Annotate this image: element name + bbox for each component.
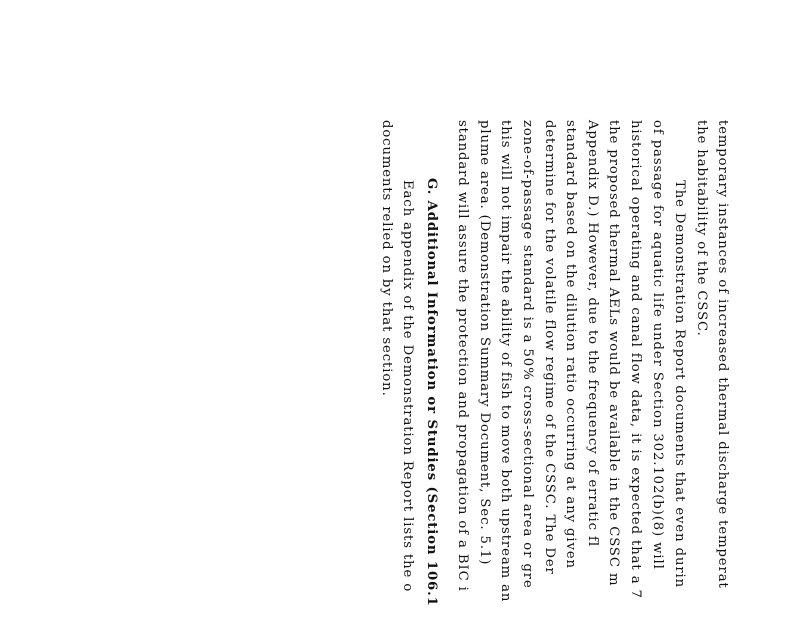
text-line: The Demonstration Report documents that even durin	[672, 180, 687, 589]
text-line: temporary instances of increased thermal discharge temperat	[715, 120, 730, 589]
text-line: of passage for aquatic life under Section 302.102(b)(8) will	[650, 120, 665, 570]
text-line: Each appendix of the Demonstration Report lists the o	[400, 180, 415, 593]
text-line: standard will assure the protection and propagation of a BIC i	[455, 120, 470, 592]
text-line: determine for the volatile flow regime of the CSSC. The Der	[542, 120, 557, 575]
text-line: Appendix D.) However, due to the frequency of erratic fl	[585, 120, 600, 547]
text-line: this will not impair the ability of fish to move both upstream an	[498, 120, 513, 603]
text-line: plume area. (Demonstration Summary Document, Sec. 5.1)	[477, 120, 492, 566]
text-line: the proposed thermal AELs would be available in the CSSC m	[606, 120, 621, 587]
text-line: standard based on the dilution ratio occurring at any given	[563, 120, 578, 569]
text-line: the habitability of the CSSC.	[694, 120, 709, 337]
section-heading: G. Additional Information or Studies (Section 106.1	[424, 178, 439, 607]
text-line: zone-of-passage standard is a 50% cross-sectional area or gre	[520, 120, 535, 589]
text-line: historical operating and canal flow data, it is expected that a 7	[628, 120, 643, 599]
text-line: documents relied on by that section.	[379, 120, 394, 397]
